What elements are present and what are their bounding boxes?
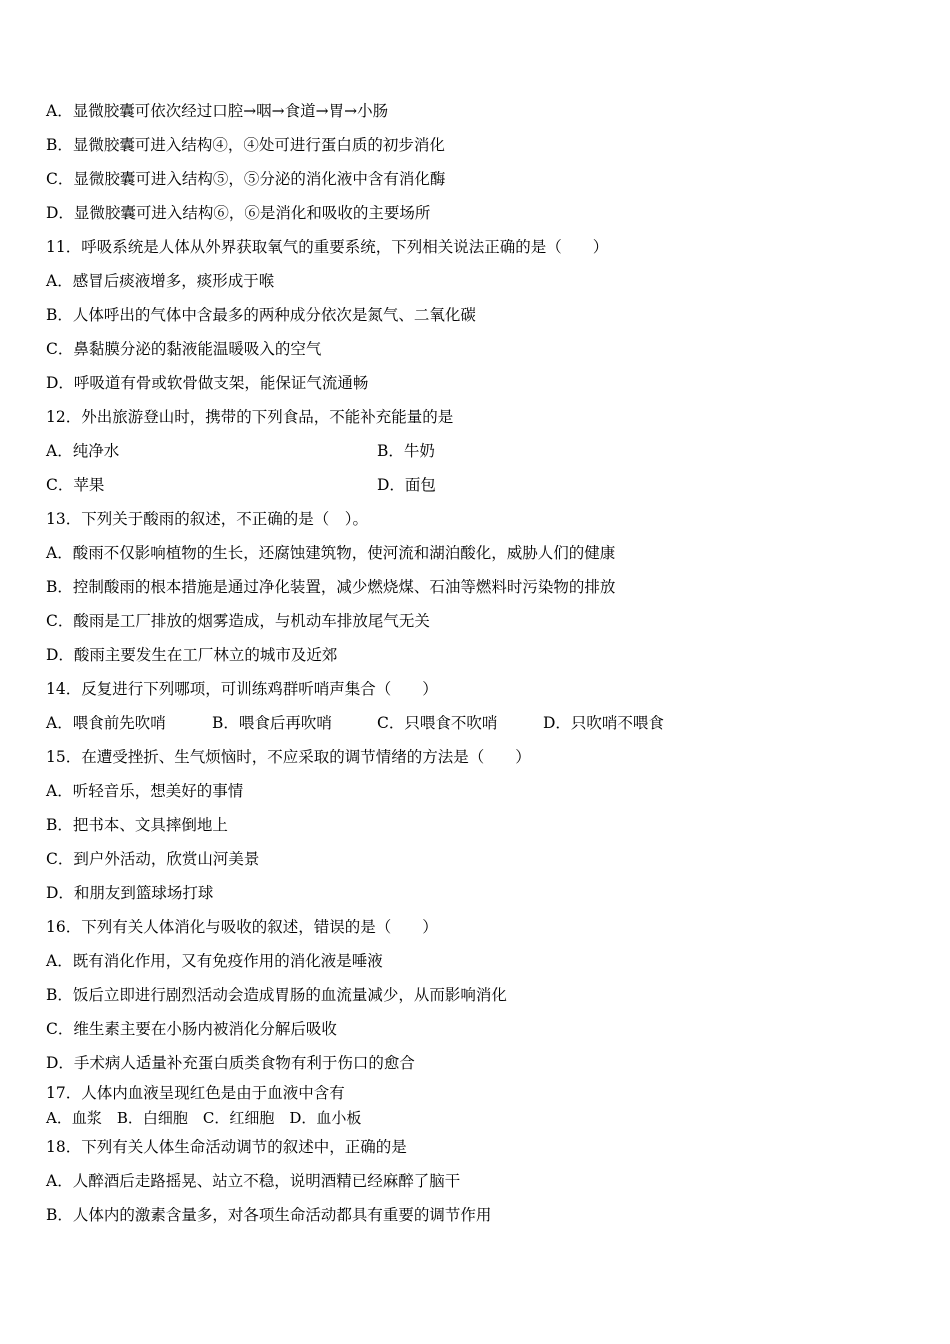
q18-option-a: A．人醉酒后走路摇晃、站立不稳，说明酒精已经麻醉了脑干 [46, 1172, 461, 1190]
q16-option-c: C．维生素主要在小肠内被消化分解后吸收 [46, 1020, 337, 1038]
q13-stem: 13．下列关于酸雨的叙述，不正确的是（ ）。 [46, 510, 368, 528]
q15-option-b: B．把书本、文具摔倒地上 [46, 816, 228, 834]
q14-option-d: D．只吹哨不喂食 [543, 714, 664, 732]
q13-option-d: D．酸雨主要发生在工厂林立的城市及近郊 [46, 646, 338, 664]
q12-option-b: B．牛奶 [377, 442, 435, 460]
q11-option-d: D．呼吸道有骨或软骨做支架，能保证气流通畅 [46, 374, 369, 392]
q11-option-b: B．人体呼出的气体中含最多的两种成分依次是氮气、二氧化碳 [46, 306, 476, 324]
q10-option-d: D．显微胶囊可进入结构⑥，⑥是消化和吸收的主要场所 [46, 204, 431, 222]
q17-stem: 17．人体内血液呈现红色是由于血液中含有 [46, 1084, 345, 1102]
q14-option-a: A．喂食前先吹哨 [46, 714, 166, 732]
q10-option-c: C．显微胶囊可进入结构⑤，⑤分泌的消化液中含有消化酶 [46, 170, 446, 188]
q12-options-row-1 [46, 441, 906, 461]
q14-stem: 14．反复进行下列哪项，可训练鸡群听哨声集合（ ） [46, 680, 438, 698]
q10-option-b: B．显微胶囊可进入结构④，④处可进行蛋白质的初步消化 [46, 136, 445, 154]
q12-option-d: D．面包 [377, 476, 436, 494]
q16-option-d: D．手术病人适量补充蛋白质类食物有利于伤口的愈合 [46, 1054, 415, 1072]
q13-option-b: B．控制酸雨的根本措施是通过净化装置，减少燃烧煤、石油等燃料时污染物的排放 [46, 578, 616, 596]
q14-option-b: B．喂食后再吹哨 [212, 714, 332, 732]
q15-stem: 15．在遭受挫折、生气烦恼时，不应采取的调节情绪的方法是（ ） [46, 748, 531, 766]
q11-option-a: A．感冒后痰液增多，痰形成于喉 [46, 272, 275, 290]
q10-option-a: A．显微胶囊可依次经过口腔→咽→食道→胃→小肠 [46, 102, 389, 120]
q15-option-a: A．听轻音乐，想美好的事情 [46, 782, 244, 800]
q11-stem: 11．呼吸系统是人体从外界获取氧气的重要系统，下列相关说法正确的是（ ） [46, 238, 609, 256]
q12-option-a: A．纯净水 [46, 442, 120, 460]
q15-option-d: D．和朋友到篮球场打球 [46, 884, 214, 902]
q12-options-row-2 [46, 475, 906, 495]
q11-option-c: C．鼻黏膜分泌的黏液能温暖吸入的空气 [46, 340, 322, 358]
q16-option-a: A．既有消化作用，又有免疫作用的消化液是唾液 [46, 952, 383, 970]
q16-stem: 16．下列有关人体消化与吸收的叙述，错误的是（ ） [46, 918, 438, 936]
q15-option-c: C．到户外活动，欣赏山河美景 [46, 850, 260, 868]
q16-option-b: B．饭后立即进行剧烈活动会造成胃肠的血流量减少，从而影响消化 [46, 986, 507, 1004]
q14-option-c: C．只喂食不吹哨 [377, 714, 498, 732]
q13-option-c: C．酸雨是工厂排放的烟雾造成，与机动车排放尾气无关 [46, 612, 430, 630]
q14-options-row [46, 713, 906, 733]
q18-stem: 18．下列有关人体生命活动调节的叙述中，正确的是 [46, 1138, 407, 1156]
q17-options: A．血浆 B．白细胞 C．红细胞 D．血小板 [46, 1109, 362, 1127]
q12-option-c: C．苹果 [46, 476, 105, 494]
q13-option-a: A．酸雨不仅影响植物的生长，还腐蚀建筑物，使河流和湖泊酸化，威胁人们的健康 [46, 544, 616, 562]
q18-option-b: B．人体内的激素含量多，对各项生命活动都具有重要的调节作用 [46, 1206, 492, 1224]
q12-stem: 12．外出旅游登山时，携带的下列食品，不能补充能量的是 [46, 408, 454, 426]
